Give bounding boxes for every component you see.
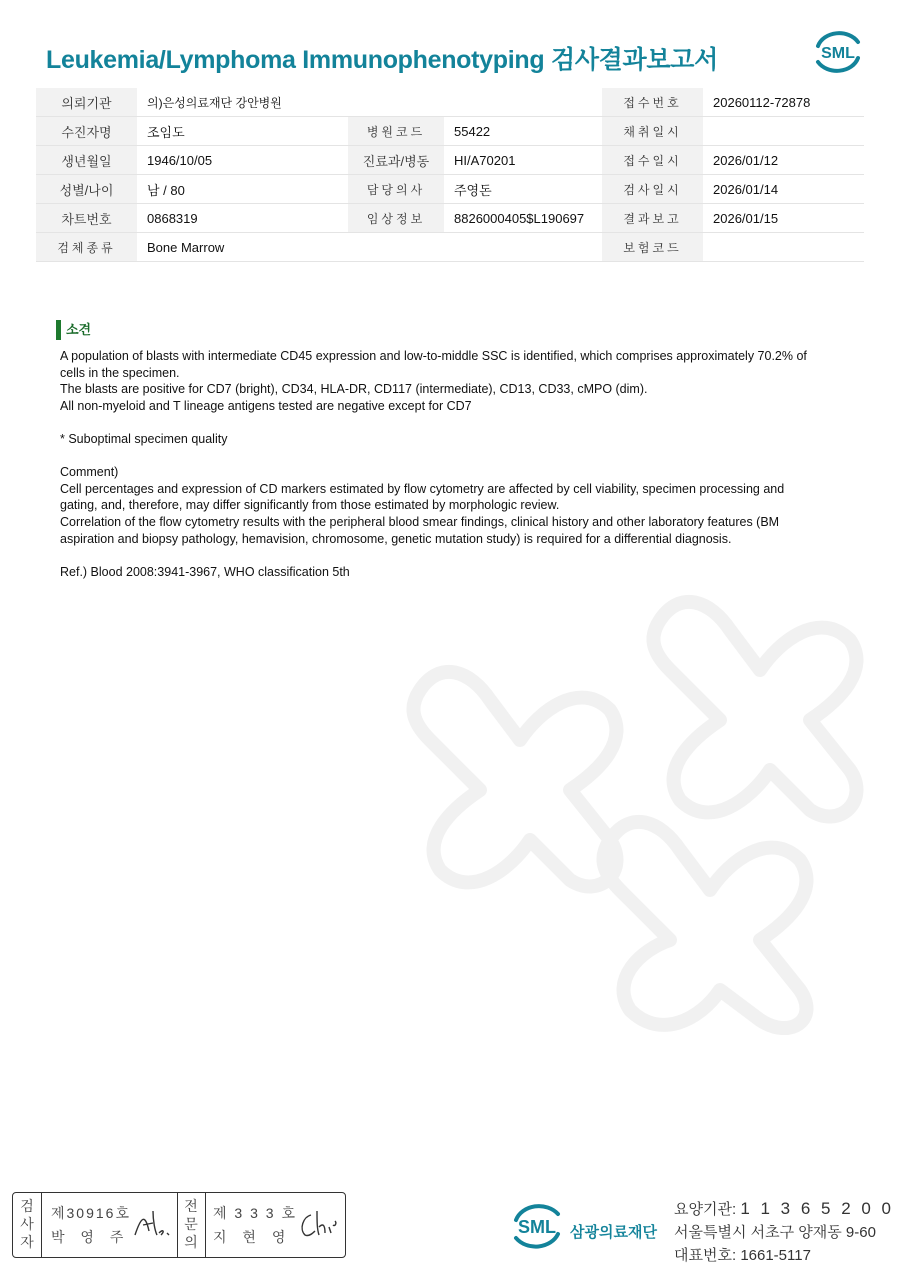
receipt-date-label: 접수일시 (602, 146, 703, 175)
sex-age-label: 성별/나이 (36, 175, 137, 204)
result-report-value: 2026/01/15 (703, 204, 864, 233)
hospital-code-value: 55422 (444, 117, 602, 146)
info-row (36, 175, 864, 204)
reference-text: Ref.) Blood 2008:3941-3967, WHO classification 5th (60, 564, 350, 579)
specimen-type-value: Bone Marrow (137, 233, 602, 262)
info-row (36, 204, 864, 233)
institution-code-label: 요양기관: (674, 1201, 737, 1218)
birth-date-label: 생년월일 (36, 146, 137, 175)
sex-age-value: 남 / 80 (137, 175, 348, 204)
insurance-code-value (703, 233, 864, 262)
specialist-label (179, 1197, 203, 1251)
institution-code (674, 1197, 894, 1221)
footer-info (674, 1197, 894, 1267)
phone (674, 1244, 894, 1267)
comment-paragraph: Correlation of the flow cytometry results with the peripheral blood smear findings, clinical history and other laboratory features (BM aspiration and biopsy pathology, hemavision, chromosome, genetic mutation study) is required for a differential diagnosis. (60, 514, 780, 546)
sml-logo (810, 28, 866, 76)
receipt-number-label: 접수번호 (602, 88, 703, 117)
report-title: Leukemia/Lymphoma Immunophenotyping 검사결과보고서 (46, 46, 718, 74)
address: 서울특별시 서초구 양재동 9-60 (674, 1224, 876, 1241)
physician-value: 주영돈 (444, 175, 602, 204)
collection-date-value (703, 117, 864, 146)
requesting-institution-value: 의)은성의료재단 강안병원 (137, 88, 602, 117)
findings-section-title: 소견 (56, 320, 91, 340)
findings-paragraph: A population of blasts with intermediate CD45 expression and low-to-middle SSC is identified, which comprises approximately 70.2% of cells in the specimen. (60, 349, 807, 380)
department-label: 진료과/병동 (348, 146, 444, 175)
info-row (36, 88, 864, 117)
watermark-cross-graphic (360, 540, 880, 1040)
phone-value: 1661-5117 (740, 1247, 811, 1264)
patient-name-value: 조임도 (137, 117, 348, 146)
test-date-label: 검사일시 (602, 175, 703, 204)
sml-footer-logo-text: SML (518, 1217, 556, 1237)
patient-info-table (36, 88, 864, 262)
examiner-label (15, 1197, 39, 1251)
signature-box (12, 1192, 346, 1258)
findings-paragraph: All non-myeloid and T lineage antigens tested are negative except for CD7 (60, 398, 472, 413)
info-row (36, 117, 864, 146)
sml-logo-text: SML (821, 45, 855, 62)
birth-date-value: 1946/10/05 (137, 146, 348, 175)
findings-paragraph: The blasts are positive for CD7 (bright), CD34, HLA-DR, CD117 (intermediate), CD13, CD33, cMPO (dim). (60, 382, 648, 397)
receipt-date-value: 2026/01/12 (703, 146, 864, 175)
department-value: HI/A70201 (444, 146, 602, 175)
result-report-label: 결과보고 (602, 204, 703, 233)
collection-date-label: 채취일시 (602, 117, 703, 146)
specialist-name: 지 현 영 (213, 1229, 292, 1245)
chart-number-label: 차트번호 (36, 204, 137, 233)
examiner-name: 박 영 주 (51, 1229, 130, 1245)
specimen-quality-note: * Suboptimal specimen quality (60, 431, 228, 446)
test-date-value: 2026/01/14 (703, 175, 864, 204)
chart-number-value: 0868319 (137, 204, 348, 233)
insurance-code-label: 보험코드 (602, 233, 703, 262)
hospital-code-label: 병원코드 (348, 117, 444, 146)
specialist-license-number: 제 3 3 3 호 (213, 1205, 297, 1221)
sml-footer-logo (508, 1198, 566, 1254)
findings-body (60, 348, 820, 580)
info-row (36, 233, 864, 262)
receipt-number-value: 20260112-72878 (703, 88, 864, 117)
specialist-label-text: 전문의 (184, 1198, 198, 1250)
examiner-signature (131, 1207, 175, 1241)
physician-label: 담당의사 (348, 175, 444, 204)
comment-paragraph: Cell percentages and expression of CD markers estimated by flow cytometry are affected by cell viability, specimen processing and gating, and, therefore, may differ significantly from those estimated by morphologic review. (60, 481, 785, 513)
examiner-label-text: 검사자 (20, 1198, 34, 1250)
specialist-signature (295, 1207, 339, 1241)
info-row (36, 146, 864, 175)
requesting-institution-label: 의뢰기관 (36, 88, 137, 117)
patient-name-label: 수진자명 (36, 117, 137, 146)
comment-label: Comment) (60, 465, 119, 480)
organization-name: 삼광의료재단 (570, 1224, 657, 1241)
clinical-info-value: 8826000405$L190697 (444, 204, 602, 233)
clinical-info-label: 임상정보 (348, 204, 444, 233)
institution-code-value: 1 1 3 6 5 2 0 0 (740, 1199, 895, 1218)
examiner-license-number: 제30916호 (51, 1205, 131, 1221)
phone-label: 대표번호: (674, 1247, 737, 1264)
specimen-type-label: 검체종류 (36, 233, 137, 262)
